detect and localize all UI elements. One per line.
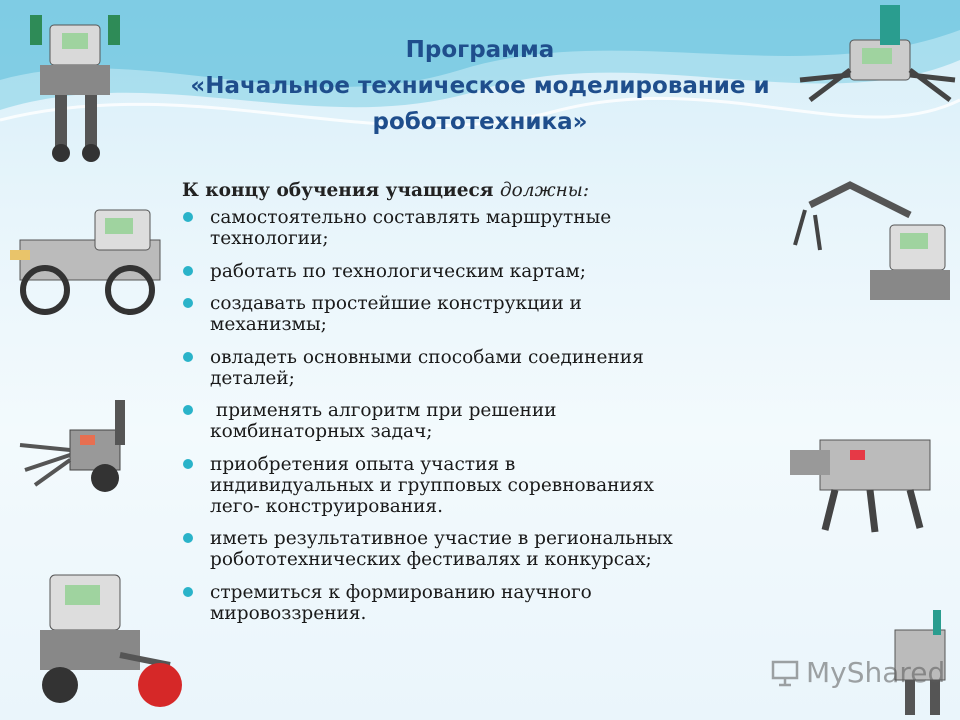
list-item	[180, 400, 780, 442]
bullet-dot-icon	[183, 459, 193, 469]
list-item-line: овладеть основными способами соединения	[210, 346, 644, 368]
watermark	[770, 656, 945, 689]
list-item	[180, 347, 780, 389]
list-item	[180, 582, 780, 624]
bullet-dot-icon	[183, 533, 193, 543]
list-item-line: индивидуальных и групповых соревнованиях	[210, 474, 654, 496]
outcomes-list	[180, 207, 780, 624]
list-item	[180, 207, 780, 249]
robot-image-bottom-left	[20, 545, 200, 715]
list-item	[180, 454, 780, 517]
subtitle-bold: К концу обучения учащиеся	[182, 180, 494, 201]
bullet-dot-icon	[183, 405, 193, 415]
presentation-screen-icon	[770, 658, 800, 688]
list-item-line: робототехнических фестивалях и конкурсах;	[210, 549, 652, 570]
list-item-line: комбинаторных задач;	[210, 421, 433, 442]
robot-image-left-3	[10, 390, 160, 500]
list-item-line: самостоятельно составлять маршрутные	[210, 207, 612, 228]
bullet-dot-icon	[183, 212, 193, 222]
bullet-dot-icon	[183, 298, 193, 308]
robot-image-right-3	[780, 420, 950, 540]
page-title	[150, 32, 810, 140]
content-block	[180, 180, 780, 635]
list-item-line: создавать простейшие конструкции и	[210, 293, 582, 314]
watermark-text: MyShared	[806, 656, 946, 689]
robot-image-right-2	[790, 175, 960, 310]
list-item-line: лего- конструирования.	[210, 495, 443, 517]
title-line-2: «Начальное техническое моделирование и	[190, 73, 770, 99]
list-item-line: технологии;	[210, 228, 329, 249]
list-item-line: механизмы;	[210, 314, 327, 335]
list-item	[180, 261, 780, 282]
bullet-dot-icon	[183, 587, 193, 597]
list-item-line: деталей;	[210, 367, 295, 389]
list-item-line: применять алгоритм при решении	[210, 400, 557, 421]
list-item-line: иметь результативное участие в региональных	[210, 528, 673, 549]
list-item-line: работать по технологическим картам;	[210, 260, 586, 282]
subtitle-colon: :	[582, 180, 590, 201]
robot-image-left-2	[0, 190, 175, 330]
subtitle	[182, 180, 780, 201]
list-item-line: приобретения опыта участия в	[210, 453, 516, 475]
list-item-line: мировоззрения.	[210, 602, 367, 624]
subtitle-italic: должны	[499, 180, 583, 201]
robot-image-top-left	[10, 5, 140, 165]
list-item	[180, 293, 780, 335]
title-line-1: Программа	[405, 37, 555, 63]
list-item-line: стремиться к формированию научного	[210, 581, 592, 603]
bullet-dot-icon	[183, 352, 193, 362]
title-line-3: робототехника»	[372, 109, 588, 135]
robot-image-top-right	[790, 0, 960, 130]
list-item	[180, 528, 780, 570]
bullet-dot-icon	[183, 266, 193, 276]
